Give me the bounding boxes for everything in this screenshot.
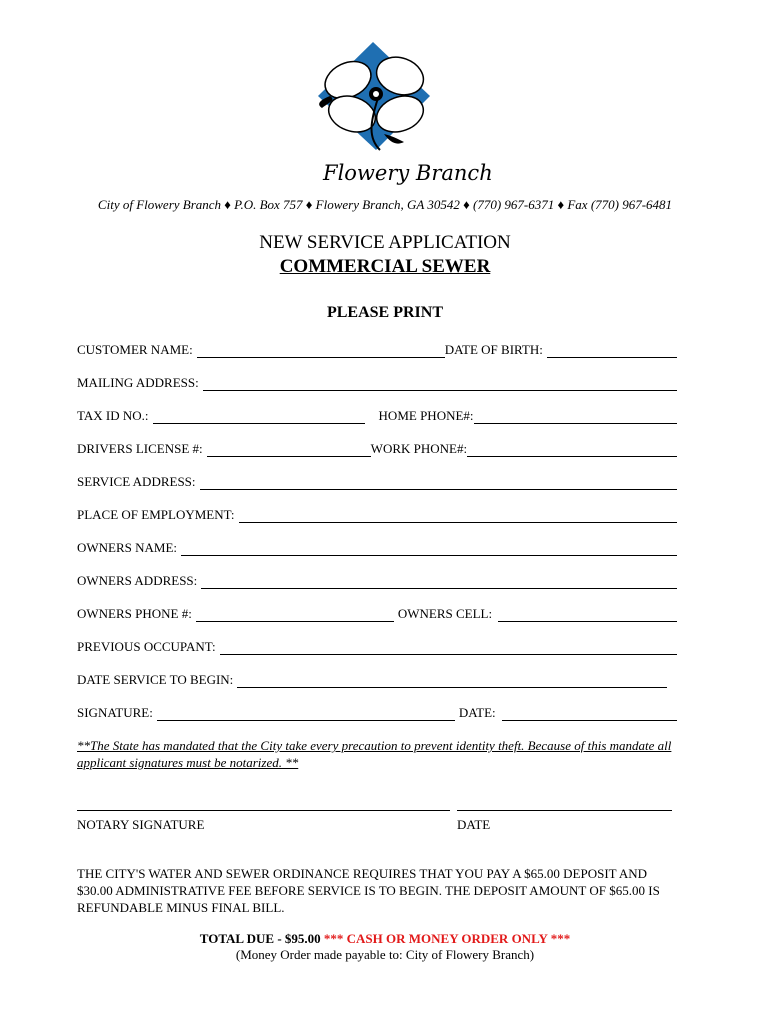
notary-date-field[interactable] <box>457 810 672 811</box>
date-service-field[interactable] <box>237 674 667 688</box>
page-subtitle: COMMERCIAL SEWER <box>279 256 491 277</box>
notary-signature-label: NOTARY SIGNATURE <box>77 817 205 832</box>
total-due-amount: TOTAL DUE - $95.00 <box>199 931 324 946</box>
owners-address-field[interactable] <box>201 575 677 589</box>
tax-id-label: TAX ID NO.: <box>77 408 149 423</box>
date-service-label: DATE SERVICE TO BEGIN: <box>77 672 234 687</box>
signature-label: SIGNATURE: <box>77 705 153 720</box>
customer-name-field[interactable] <box>197 344 445 358</box>
drivers-license-row <box>77 439 677 457</box>
date-service-row <box>77 670 667 688</box>
owners-name-label: OWNERS NAME: <box>77 540 178 555</box>
owners-address-row <box>77 571 677 589</box>
drivers-license-label: DRIVERS LICENSE #: <box>77 441 203 456</box>
drivers-license-field[interactable] <box>207 443 371 457</box>
city-address-line: City of Flowery Branch ♦ P.O. Box 757 ♦ Flowery Branch, GA 30542 ♦ (770) 967-6371 ♦ Fax (770) 967-6481 <box>97 197 673 212</box>
home-phone-label: HOME PHONE#: <box>378 408 474 423</box>
service-address-field[interactable] <box>200 476 677 490</box>
home-phone-field[interactable] <box>474 410 677 424</box>
place-of-employment-field[interactable] <box>239 509 677 523</box>
service-address-label: SERVICE ADDRESS: <box>77 474 196 489</box>
mailing-address-label: MAILING ADDRESS: <box>77 375 199 390</box>
previous-occupant-field[interactable] <box>220 641 677 655</box>
logo-text: Flowery Branch <box>323 161 493 185</box>
money-order-payable-note: (Money Order made payable to: City of Flowery Branch) <box>235 947 535 962</box>
date-of-birth-label: DATE OF BIRTH: <box>444 342 543 357</box>
place-of-employment-row <box>77 505 677 523</box>
signature-field[interactable] <box>157 707 455 721</box>
dogwood-flower-icon <box>300 38 493 188</box>
work-phone-label: WORK PHONE#: <box>370 441 468 456</box>
previous-occupant-row <box>77 637 677 655</box>
owners-cell-label: OWNERS CELL: <box>397 606 493 621</box>
page-title: NEW SERVICE APPLICATION <box>259 232 511 253</box>
notary-signature-field[interactable] <box>77 810 450 811</box>
work-phone-field[interactable] <box>467 443 677 457</box>
city-logo <box>300 38 493 188</box>
owners-phone-field[interactable] <box>196 608 394 622</box>
signature-date-label: DATE: <box>458 705 496 720</box>
mailing-address-field[interactable] <box>203 377 677 391</box>
deposit-ordinance-text: THE CITY'S WATER AND SEWER ORDINANCE REQUIRES THAT YOU PAY A $65.00 DEPOSIT AND $30.00 ADMINISTRATIVE FEE BEFORE SERVICE IS TO BEGIN. THE DEPOSIT AMOUNT OF $65.00 IS REFUNDABLE MINUS FINAL BILL. <box>77 866 660 915</box>
total-due <box>0 931 770 947</box>
owners-address-label: OWNERS ADDRESS: <box>77 573 198 588</box>
customer-name-label: CUSTOMER NAME: <box>77 342 193 357</box>
signature-date-field[interactable] <box>502 707 677 721</box>
notarization-notice: **The State has mandated that the City take every precaution to prevent identity theft. Because of this mandate all applicant signatures must be notarized. ** <box>77 738 672 770</box>
place-of-employment-label: PLACE OF EMPLOYMENT: <box>77 507 235 522</box>
mailing-address-row <box>77 373 677 391</box>
payment-method-note: *** CASH OR MONEY ORDER ONLY *** <box>323 931 571 946</box>
please-print-instruction: PLEASE PRINT <box>326 304 444 321</box>
signature-row <box>77 703 677 721</box>
service-address-row <box>77 472 677 490</box>
owners-name-field[interactable] <box>181 542 677 556</box>
owners-cell-field[interactable] <box>498 608 677 622</box>
owners-phone-row <box>77 604 677 622</box>
tax-id-field[interactable] <box>153 410 365 424</box>
previous-occupant-label: PREVIOUS OCCUPANT: <box>77 639 216 654</box>
customer-name-row <box>77 340 677 358</box>
date-of-birth-field[interactable] <box>547 344 677 358</box>
owners-name-row <box>77 538 677 556</box>
notary-date-label: DATE <box>457 817 491 832</box>
tax-id-row <box>77 406 677 424</box>
owners-phone-label: OWNERS PHONE #: <box>77 606 192 621</box>
